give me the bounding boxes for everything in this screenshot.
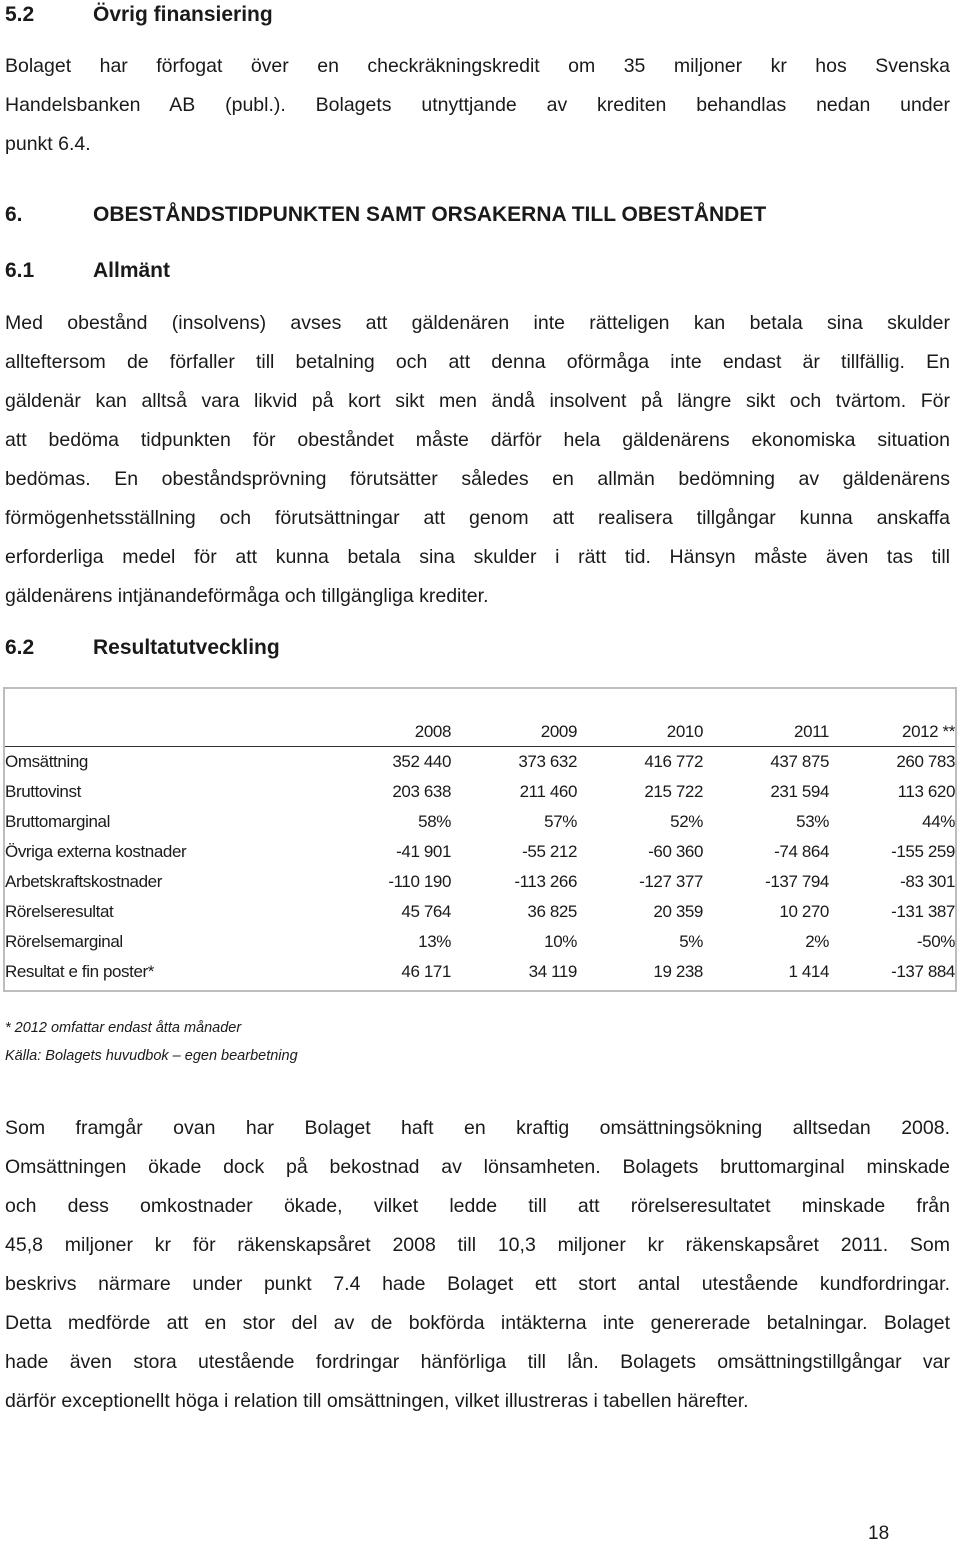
page-number: 18 — [868, 1523, 890, 1544]
cell-value: 437 875 — [770, 752, 829, 771]
cell-value: 58% — [418, 812, 451, 831]
text-line: gäldenär kan alltså vara likvid på kort sikt men ändå insolvent på längre sikt och tvärtom. För — [5, 390, 950, 412]
year-header: 2008 — [414, 722, 451, 741]
cell-value: 34 119 — [528, 962, 577, 981]
heading-number: 6.1 — [5, 259, 35, 282]
cell-value: 13% — [418, 932, 451, 951]
table-row — [5, 867, 955, 897]
heading-number: 6. — [5, 203, 23, 226]
text-line: hade även stora utestående fordringar hänförliga till lån. Bolagets omsättningstillgångar var — [5, 1351, 950, 1373]
cell-value: 53% — [796, 812, 829, 831]
year-header: 2010 — [666, 722, 703, 741]
cell-value: 5% — [679, 932, 703, 951]
row-label: Rörelseresultat — [5, 902, 114, 921]
cell-value: -50% — [916, 932, 955, 951]
text-line: därför exceptionellt höga i relation till omsättningen, vilket illustreras i tabellen härefter. — [5, 1390, 749, 1412]
cell-value: 20 359 — [653, 902, 703, 921]
heading-title: OBESTÅNDSTIDPUNKTEN SAMT ORSAKERNA TILL OBESTÅNDET — [93, 203, 767, 226]
heading-number: 5.2 — [5, 3, 35, 26]
text-line: gäldenärens intjänandeförmåga och tillgängliga krediter. — [5, 585, 489, 607]
table-row — [5, 957, 955, 987]
text-line: Detta medförde att en stor del av de bokförda intäkterna inte genererade betalningar. Bolaget — [5, 1312, 950, 1334]
year-header: 2011 — [794, 722, 829, 741]
text-line: Omsättningen ökade dock på bekostnad av lönsamheten. Bolagets bruttomarginal minskade — [5, 1156, 950, 1178]
cell-value: 19 238 — [653, 962, 703, 981]
heading-6-2 — [5, 636, 280, 660]
cell-value: 231 594 — [770, 782, 829, 801]
table-row — [5, 807, 955, 837]
cell-value: -155 259 — [891, 842, 955, 861]
table-row — [5, 897, 955, 927]
table-row — [5, 777, 955, 807]
cell-value: 45 764 — [401, 902, 451, 921]
cell-value: -113 266 — [514, 872, 577, 891]
text-line: punkt 6.4. — [5, 133, 91, 155]
cell-value: 1 414 — [788, 962, 829, 981]
table-row — [5, 837, 955, 867]
cell-value: -127 377 — [639, 872, 703, 891]
cell-value: 203 638 — [392, 782, 451, 801]
cell-value: 44% — [922, 812, 955, 831]
cell-value: -137 884 — [891, 962, 955, 981]
cell-value: 416 772 — [644, 752, 703, 771]
table-footnote: * 2012 omfattar endast åtta månader — [5, 1020, 242, 1036]
row-label: Omsättning — [5, 752, 88, 771]
cell-value: -74 864 — [774, 842, 829, 861]
table-row — [5, 747, 955, 778]
text-line: bedömas. En obeståndsprövning förutsätter således en allmän bedömning av gäldenärens — [5, 468, 950, 490]
table-row — [5, 927, 955, 957]
heading-title: Allmänt — [93, 259, 171, 282]
cell-value: -83 301 — [900, 872, 955, 891]
text-line: Bolaget har förfogat över en checkräkningskredit om 35 miljoner kr hos Svenska — [5, 55, 950, 77]
text-line: förmögenhetsställning och förutsättningar att genom att realisera tillgångar kunna anskaffa — [5, 507, 950, 529]
heading-title: Resultatutveckling — [93, 636, 280, 659]
table-header-row — [5, 718, 955, 747]
text-line: erforderliga medel för att kunna betala sina skulder i rätt tid. Hänsyn måste även tas till — [5, 546, 950, 568]
heading-6-1 — [5, 259, 170, 283]
row-label: Arbetskraftskostnader — [5, 872, 162, 891]
cell-value: 113 620 — [897, 782, 955, 801]
cell-value: 10 270 — [779, 902, 829, 921]
text-line: att bedöma tidpunkten för obeståndet måste därför hela gäldenärens ekonomiska situation — [5, 429, 950, 451]
text-line: Handelsbanken AB (publ.). Bolagets utnyttjande av krediten behandlas nedan under — [5, 94, 950, 116]
heading-6 — [5, 203, 766, 227]
cell-value: 352 440 — [392, 752, 451, 771]
row-label: Bruttovinst — [5, 782, 81, 801]
text-line: allteftersom de förfaller till betalning och att denna oförmåga inte endast är tillfällig. En — [5, 351, 950, 373]
heading-title: Övrig finansiering — [93, 3, 273, 26]
cell-value: -55 212 — [522, 842, 577, 861]
cell-value: -137 794 — [765, 872, 829, 891]
cell-value: -60 360 — [648, 842, 703, 861]
table-source: Källa: Bolagets huvudbok – egen bearbetning — [5, 1048, 298, 1064]
year-header: 2012 ** — [902, 722, 955, 741]
year-header: 2009 — [540, 722, 577, 741]
text-line: Med obestånd (insolvens) avses att gäldenären inte rätteligen kan betala sina skulder — [5, 312, 950, 334]
cell-value: 10% — [544, 932, 577, 951]
row-label: Rörelsemarginal — [5, 932, 123, 951]
cell-value: 260 783 — [896, 752, 955, 771]
cell-value: 46 171 — [401, 962, 451, 981]
row-label: Resultat e fin poster* — [5, 962, 155, 981]
cell-value: 57% — [544, 812, 577, 831]
cell-value: -110 190 — [388, 872, 451, 891]
results-table — [5, 718, 955, 987]
cell-value: 211 460 — [519, 782, 577, 801]
cell-value: -41 901 — [396, 842, 451, 861]
header-empty-cell — [5, 718, 325, 747]
text-line: beskrivs närmare under punkt 7.4 hade Bolaget ett stort antal utestående kundfordringar. — [5, 1273, 950, 1295]
cell-value: 373 632 — [518, 752, 577, 771]
row-label: Övriga externa kostnader — [5, 842, 187, 861]
text-line: 45,8 miljoner kr för räkenskapsåret 2008 till 10,3 miljoner kr räkenskapsåret 2011. Som — [5, 1234, 950, 1256]
text-line: och dess omkostnader ökade, vilket ledde till att rörelseresultatet minskade från — [5, 1195, 950, 1217]
heading-5-2 — [5, 3, 273, 27]
text-line: Som framgår ovan har Bolaget haft en kraftig omsättningsökning alltsedan 2008. — [5, 1117, 950, 1139]
cell-value: 215 722 — [644, 782, 703, 801]
row-label: Bruttomarginal — [5, 812, 110, 831]
cell-value: -131 387 — [891, 902, 955, 921]
cell-value: 2% — [805, 932, 829, 951]
heading-number: 6.2 — [5, 636, 35, 659]
cell-value: 52% — [670, 812, 703, 831]
cell-value: 36 825 — [527, 902, 577, 921]
